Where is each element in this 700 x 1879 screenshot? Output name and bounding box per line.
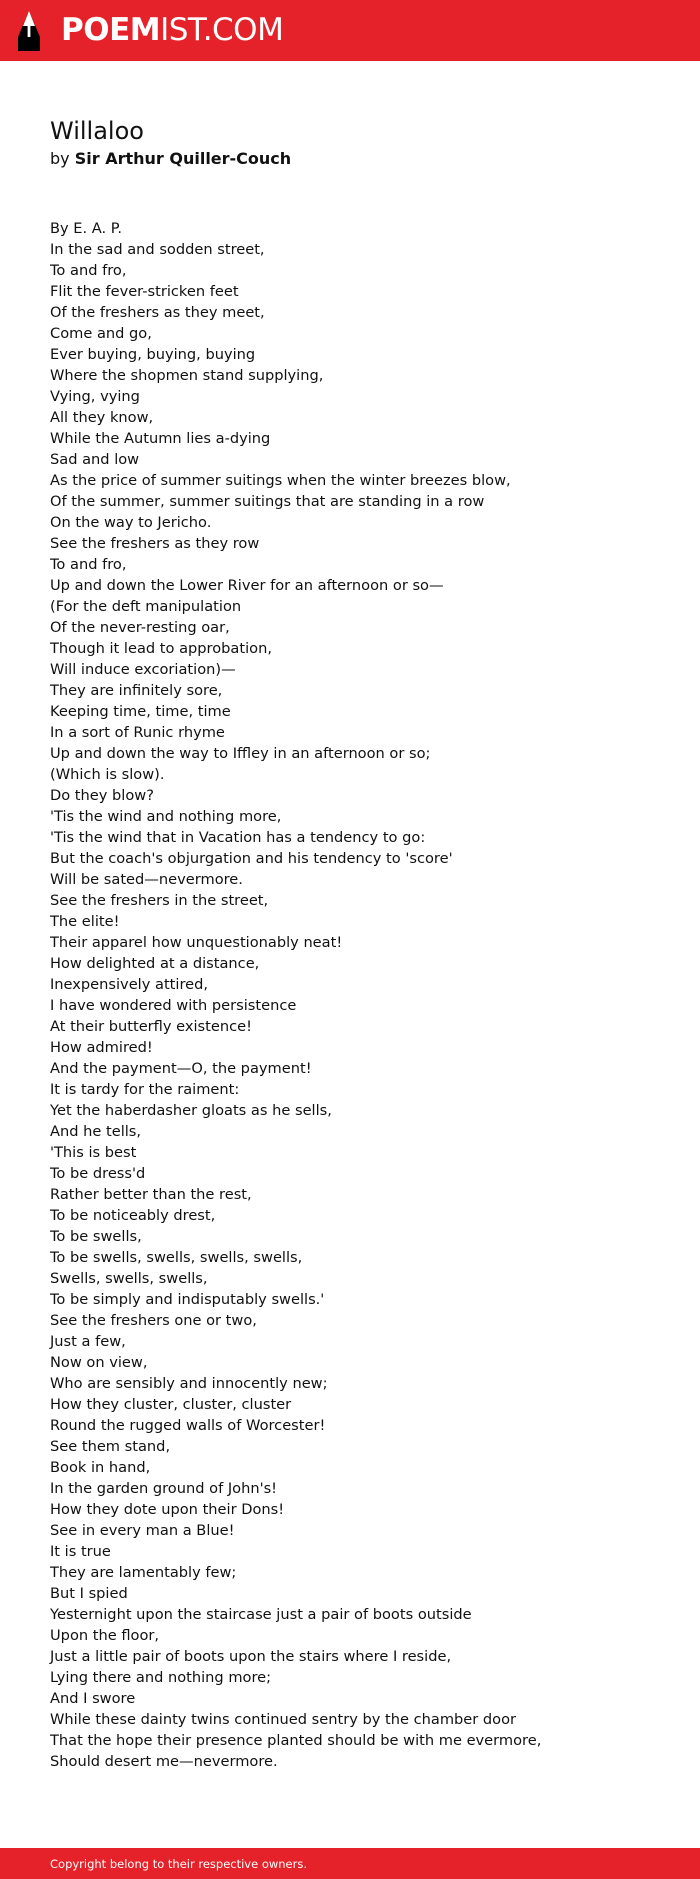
site-header — [0, 0, 700, 61]
poem-line: Just a few, — [50, 1333, 126, 1350]
copyright-text: Copyright belong to their respective owners. — [50, 1857, 308, 1871]
poem-line: Lying there and nothing more; — [50, 1669, 272, 1686]
poem-line: How admired! — [50, 1039, 153, 1056]
poem-line: Up and down the way to Iffley in an afternoon or so; — [50, 745, 431, 762]
pen-nib-icon[interactable] — [16, 10, 42, 52]
poem-line: Keeping time, time, time — [50, 703, 231, 720]
poem-line: (For the deft manipulation — [50, 598, 242, 615]
site-logo-text[interactable] — [61, 11, 283, 49]
poem-line: Of the freshers as they meet, — [50, 304, 265, 321]
poem-line: And he tells, — [50, 1123, 142, 1140]
poem-line: Of the summer, summer suitings that are standing in a row — [50, 493, 485, 510]
poem-title: Willaloo — [50, 117, 144, 145]
poem-line: 'Tis the wind and nothing more, — [50, 808, 282, 825]
poem-line: 'Tis the wind that in Vacation has a tendency to go: — [50, 829, 426, 846]
poem-line: In the sad and sodden street, — [50, 241, 265, 258]
poem-line: By E. A. P. — [50, 220, 122, 237]
poem-line: To and fro, — [50, 556, 127, 573]
poem-line: On the way to Jericho. — [50, 514, 212, 531]
poem-line: How delighted at a distance, — [50, 955, 260, 972]
poem-line: Now on view, — [50, 1354, 148, 1371]
poem-line: While the Autumn lies a-dying — [50, 430, 271, 447]
poem-line: See the freshers in the street, — [50, 892, 269, 909]
site-footer — [0, 1848, 700, 1879]
poem-line: Flit the fever-stricken feet — [50, 283, 239, 300]
poem-line: And I swore — [50, 1690, 136, 1707]
poem-line: Yesternight upon the staircase just a pair of boots outside — [50, 1606, 472, 1623]
poem-line: To and fro, — [50, 262, 127, 279]
poem-line: As the price of summer suitings when the winter breezes blow, — [50, 472, 511, 489]
poem-line: Vying, vying — [50, 388, 140, 405]
poem-line: 'This is best — [50, 1144, 137, 1161]
poem-line: To be swells, swells, swells, swells, — [50, 1249, 303, 1266]
poem-line: At their butterfly existence! — [50, 1018, 252, 1035]
poem-line: Should desert me—nevermore. — [50, 1753, 278, 1770]
poem-line: See in every man a Blue! — [50, 1522, 235, 1539]
poem-line: It is tardy for the raiment: — [50, 1081, 240, 1098]
poem-line: Sad and low — [50, 451, 140, 468]
poem-line: Swells, swells, swells, — [50, 1270, 208, 1287]
poem-line: Book in hand, — [50, 1459, 151, 1476]
brand-bold: POEM — [61, 12, 161, 48]
poem-line: How they cluster, cluster, cluster — [50, 1396, 292, 1413]
poem-line: To be noticeably drest, — [50, 1207, 216, 1224]
poem-text — [50, 218, 670, 1772]
poem-byline — [50, 148, 291, 170]
poem-line: And the payment—O, the payment! — [50, 1060, 312, 1077]
poem-line: The elite! — [50, 913, 120, 930]
poem-line: Up and down the Lower River for an afternoon or so— — [50, 577, 444, 594]
poem-line: Ever buying, buying, buying — [50, 346, 256, 363]
poem-line: (Which is slow). — [50, 766, 165, 783]
poem-line: Their apparel how unquestionably neat! — [50, 934, 343, 951]
poem-line: They are lamentably few; — [50, 1564, 237, 1581]
poem-line: How they dote upon their Dons! — [50, 1501, 285, 1518]
poem-line: To be simply and indisputably swells.' — [50, 1291, 325, 1308]
poem-line: I have wondered with persistence — [50, 997, 297, 1014]
poem-line: Where the shopmen stand supplying, — [50, 367, 324, 384]
poem-line: Though it lead to approbation, — [50, 640, 272, 657]
poem-line: Will induce excoriation)— — [50, 661, 236, 678]
poem-line: But I spied — [50, 1585, 128, 1602]
poem-line: Yet the haberdasher gloats as he sells, — [50, 1102, 332, 1119]
poem-line: But the coach's objurgation and his tendency to 'score' — [50, 850, 453, 867]
poem-line: Who are sensibly and innocently new; — [50, 1375, 328, 1392]
poem-line: Upon the floor, — [50, 1627, 160, 1644]
brand-light: IST.COM — [160, 12, 284, 48]
poem-line: Inexpensively attired, — [50, 976, 209, 993]
poem-line: Round the rugged walls of Worcester! — [50, 1417, 326, 1434]
poem-line: While these dainty twins continued sentry by the chamber door — [50, 1711, 517, 1728]
poem-line: See the freshers as they row — [50, 535, 260, 552]
poem-line: See them stand, — [50, 1438, 171, 1455]
by-label: by — [50, 149, 70, 168]
poem-line: In the garden ground of John's! — [50, 1480, 278, 1497]
poem-line: Do they blow? — [50, 787, 154, 804]
poem-line: To be dress'd — [50, 1165, 146, 1182]
poem-line: Come and go, — [50, 325, 152, 342]
poem-line: See the freshers one or two, — [50, 1312, 257, 1329]
poem-line: They are infinitely sore, — [50, 682, 223, 699]
poem-line: In a sort of Runic rhyme — [50, 724, 225, 741]
poem-line: Of the never-resting oar, — [50, 619, 230, 636]
poem-line: Just a little pair of boots upon the stairs where I reside, — [50, 1648, 452, 1665]
author-name[interactable]: Sir Arthur Quiller-Couch — [74, 149, 292, 168]
poem-line: Rather better than the rest, — [50, 1186, 252, 1203]
poem-line: Will be sated—nevermore. — [50, 871, 243, 888]
poem-line: To be swells, — [50, 1228, 142, 1245]
poem-line: All they know, — [50, 409, 154, 426]
poem-line: It is true — [50, 1543, 111, 1560]
poem-line: That the hope their presence planted should be with me evermore, — [50, 1732, 542, 1749]
